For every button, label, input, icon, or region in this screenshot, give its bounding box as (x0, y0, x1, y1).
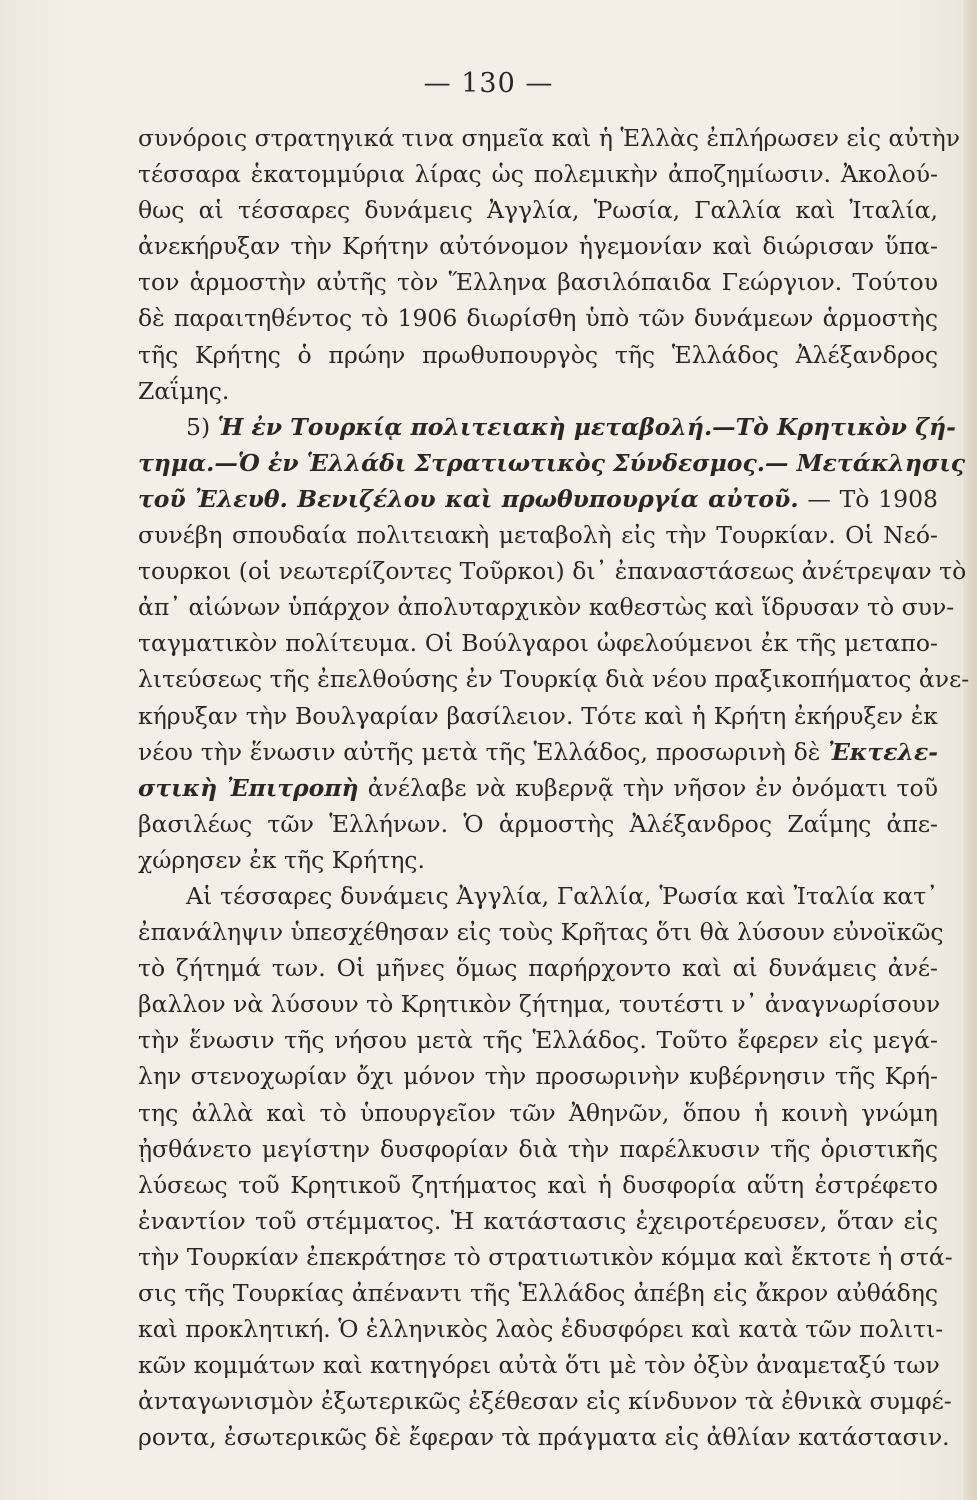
bold-text-run: τημα.—Ὁ ἐν Ἑλλάδι Στρατιωτικὸς Σύνδεσμος.— Μετάκλησις (138, 448, 965, 477)
text-run: τὸ ζήτημά των. Οἱ μῆνες ὅμως παρήρχοντο καὶ αἱ δυνάμεις ἀνέ- (138, 954, 938, 983)
text-line (138, 553, 967, 589)
text-line (138, 192, 938, 228)
text-line (138, 120, 960, 156)
bold-text-run: στικὴ Ἐπιτροπὴ (138, 773, 359, 802)
text-run: Ζαΐμης. (138, 376, 230, 405)
text-run: κήρυξαν τὴν Βουλγαρίαν βασίλειον. Τότε καὶ ἡ Κρήτη ἐκήρυξεν ἐκ (138, 701, 938, 730)
text-line (138, 1131, 938, 1167)
text-run: δὲ παραιτηθέντος τὸ 1906 διωρίσθη ὑπὸ τῶν δυνάμεων ἁρμοστὴς (138, 304, 938, 333)
text-line (138, 1167, 938, 1203)
text-run: λην στενοχωρίαν ὄχι μόνον τὴν προσωρινὴν κυβέρνησιν τῆς Κρή- (138, 1062, 938, 1091)
text-run: της ἀλλὰ καὶ τὸ ὑπουργεῖον τῶν Ἀθηνῶν, ὅπου ἡ κοινὴ γνώμη (138, 1098, 938, 1127)
text-run: ἐναντίον τοῦ στέμματος. Ἡ κατάστασις ἐχειροτέρευσεν, ὅταν εἰς (138, 1206, 938, 1235)
text-run: — Τὸ 1908 (798, 484, 938, 513)
text-line (138, 1095, 938, 1131)
text-line (138, 228, 938, 264)
text-line (138, 409, 956, 445)
text-run: καὶ προκλητική. Ὁ ἑλληνικὸς λαὸς ἐδυσφόρει καὶ κατὰ τῶν πολιτι- (138, 1315, 944, 1344)
text-line (138, 517, 938, 553)
text-line (138, 1275, 938, 1311)
text-line (138, 806, 938, 842)
text-line (138, 914, 944, 950)
text-run: Αἱ τέσσαρες δυνάμεις Ἀγγλία, Γαλλία, Ῥωσία καὶ Ἰταλία κατ᾿ (186, 881, 938, 910)
text-line (138, 770, 938, 806)
text-run: ἀνέλαβε νὰ κυβερνᾷ τὴν νῆσον ἐν ὀνόματι τοῦ (358, 773, 938, 802)
text-line (138, 842, 938, 878)
text-run: θως αἱ τέσσαρες δυνάμεις Ἀγγλία, Ῥωσία, Γαλλία καὶ Ἰταλία, (138, 196, 938, 225)
text-run: ἐπανάληψιν ὑπεσχέθησαν εἰς τοὺς Κρῆτας ὅτι θὰ λύσουν εὐνοϊκῶς (138, 918, 944, 947)
page-number: — 130 — (423, 68, 554, 99)
text-run: κῶν κομμάτων καὶ κατηγόρει αὐτὰ ὅτι μὲ τὸν ὀξὺν ἀναμεταξύ των (138, 1351, 940, 1380)
text-line (138, 373, 938, 409)
text-line (138, 734, 938, 770)
text-run: συνόροις στρατηγικά τινα σημεῖα καὶ ἡ Ἑλλὰς ἐπλήρωσεν εἰς αὐτὴν (138, 124, 960, 152)
text-line (138, 625, 938, 661)
text-run: τὴν Τουρκίαν ἐπεκράτησε τὸ στρατιωτικὸν κόμμα καὶ ἔκτοτε ἡ στά- (138, 1242, 953, 1271)
text-line (138, 156, 938, 192)
text-run: ᾐσθάνετο μεγίστην δυσφορίαν διὰ τὴν παρέλκυσιν τῆς ὁριστικῆς (138, 1134, 938, 1163)
text-run: ἀπ᾿ αἰώνων ὑπάρχον ἀπολυταρχικὸν καθεστὼς καὶ ἵδρυσαν τὸ συν- (138, 593, 955, 622)
text-run: σις τῆς Τουρκίας ἀπέναντι τῆς Ἑλλάδος ἀπέβη εἰς ἄκρον αὐθάδης (138, 1279, 938, 1307)
text-line (138, 445, 965, 481)
bold-text-run: τοῦ Ἐλευθ. Βενιζέλου καὶ πρωθυπουργία αὐτοῦ. (138, 484, 799, 513)
text-line (138, 1419, 950, 1455)
text-run: τέσσαρα ἑκατομμύρια λίρας ὡς πολεμικὴν ἀποζημίωσιν. Ἀκολού- (138, 160, 938, 189)
text-line (138, 481, 938, 517)
text-run: τουρκοι (οἱ νεωτερίζοντες Τοῦρκοι) δι᾿ ἐπαναστάσεως ἀνέτρεψαν τὸ (138, 557, 967, 586)
text-run: λύσεως τοῦ Κρητικοῦ ζητήματος καὶ ἡ δυσφορία αὕτη ἐστρέφετο (138, 1170, 938, 1199)
text-run: συνέβη σπουδαία πολιτειακὴ μεταβολὴ εἰς τὴν Τουρκίαν. Οἱ Νεό- (138, 521, 938, 550)
text-line (138, 1347, 938, 1383)
text-line (138, 1383, 952, 1419)
text-run: ροντα, ἐσωτερικῶς δὲ ἔφεραν τὰ πράγματα εἰς ἀθλίαν κατάστασιν. (138, 1423, 950, 1452)
text-run: βαλλον νὰ λύσουν τὸ Κρητικὸν ζήτημα, τουτέστι ν᾿ ἀναγνωρίσουν (138, 990, 941, 1019)
text-line (138, 300, 938, 336)
text-run: ἀνεκήρυξαν τὴν Κρήτην αὐτόνομον ἡγεμονίαν καὶ διώρισαν ὕπα- (138, 232, 938, 261)
text-line (138, 264, 938, 300)
text-run: λιτεύσεως τῆς ἐπελθούσης ἐν Τουρκίᾳ διὰ νέου πραξικοπήματος ἀνε- (138, 665, 970, 694)
text-line (138, 661, 970, 697)
text-line (138, 878, 938, 914)
text-line (138, 698, 938, 734)
bold-text-run: Ἐκτελε- (828, 737, 938, 766)
text-run: ἀνταγωνισμὸν ἐξωτερικῶς ἐξέθεσαν εἰς κίνδυνον τὰ ἐθνικὰ συμφέ- (138, 1387, 952, 1416)
text-run: ταγματικὸν πολίτευμα. Οἱ Βούλγαροι ὠφελούμενοι ἐκ τῆς μεταπο- (138, 629, 938, 658)
text-run: βασιλέως τῶν Ἑλλήνων. Ὁ ἁρμοστὴς Ἀλέξανδρος Ζαΐμης ἀπε- (138, 809, 938, 838)
page-edge (963, 0, 977, 1500)
text-line (138, 1058, 938, 1094)
text-line (138, 1022, 938, 1058)
text-line (138, 986, 941, 1022)
text-run: νέου τὴν ἕνωσιν αὐτῆς μετὰ τῆς Ἑλλάδος, προσωρινὴ δὲ (138, 737, 829, 766)
body-text (138, 120, 970, 1455)
text-line (138, 1203, 938, 1239)
text-line (138, 950, 938, 986)
text-run: τον ἁρμοστὴν αὐτῆς τὸν Ἕλληνα βασιλόπαιδα Γεώργιον. Τούτου (138, 268, 938, 297)
text-run: τῆς Κρήτης ὁ πρώην πρωθυπουργὸς τῆς Ἑλλάδος Ἀλέξανδρος (138, 340, 938, 369)
text-line (138, 1311, 944, 1347)
text-run: τὴν ἕνωσιν τῆς νήσου μετὰ τῆς Ἑλλάδος. Τοῦτο ἔφερεν εἰς μεγά- (138, 1026, 938, 1055)
text-line (138, 589, 955, 625)
text-run: χώρησεν ἐκ τῆς Κρήτης. (138, 845, 425, 874)
text-line (138, 1239, 953, 1275)
text-run: 5) (186, 412, 218, 441)
text-line (138, 337, 938, 373)
bold-text-run: Ἡ ἐν Τουρκίᾳ πολιτειακὴ μεταβολή.—Τὸ Κρητικὸν ζή- (217, 412, 956, 441)
